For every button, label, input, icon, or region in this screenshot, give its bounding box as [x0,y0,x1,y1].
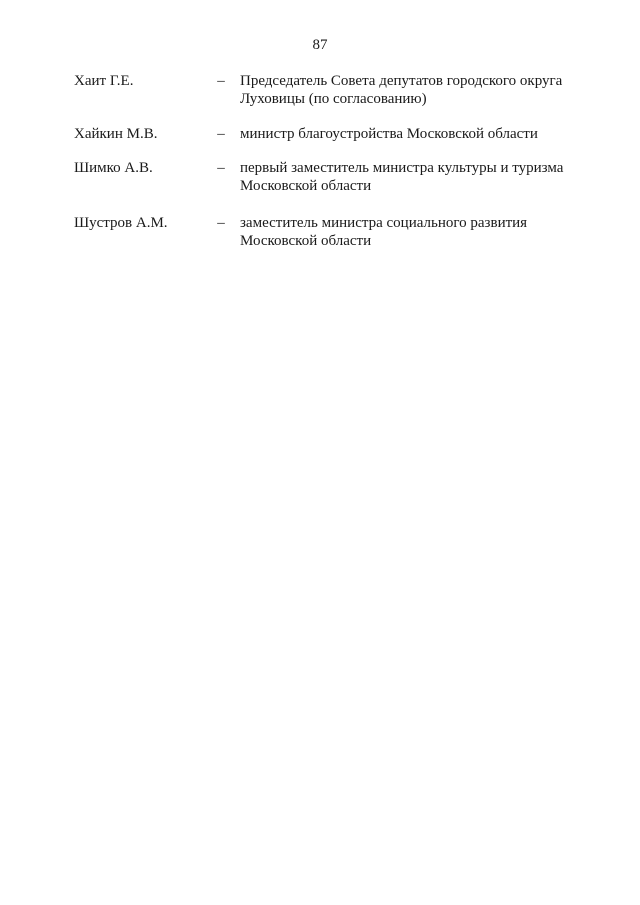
page-number: 87 [312,37,328,53]
role-line: министр благоустройства Московской области [240,126,538,142]
member-name: Хайкин М.В. [74,126,158,142]
member-role [240,72,580,108]
member-role [240,214,580,250]
member-role [240,159,580,195]
list-item [74,125,594,143]
member-name: Хаит Г.Е. [74,73,134,89]
member-list [74,72,594,250]
member-name: Шимко А.В. [74,160,153,176]
role-line: заместитель министра социального развития [240,215,528,231]
role-line: Московской области [240,178,372,194]
member-role [240,125,580,143]
dash-separator: – [217,160,225,176]
role-line: Председатель Совета депутатов городского округа [240,73,563,89]
dash-separator: – [217,73,225,89]
member-name: Шустров А.М. [74,215,168,231]
role-line: Луховицы (по согласованию) [240,91,427,107]
dash-separator: – [217,215,225,231]
role-line: Московской области [240,233,372,249]
list-item [74,159,594,195]
role-line: первый заместитель министра культуры и туризма [240,160,564,176]
list-item [74,214,594,250]
list-item [74,72,594,108]
dash-separator: – [217,126,225,142]
